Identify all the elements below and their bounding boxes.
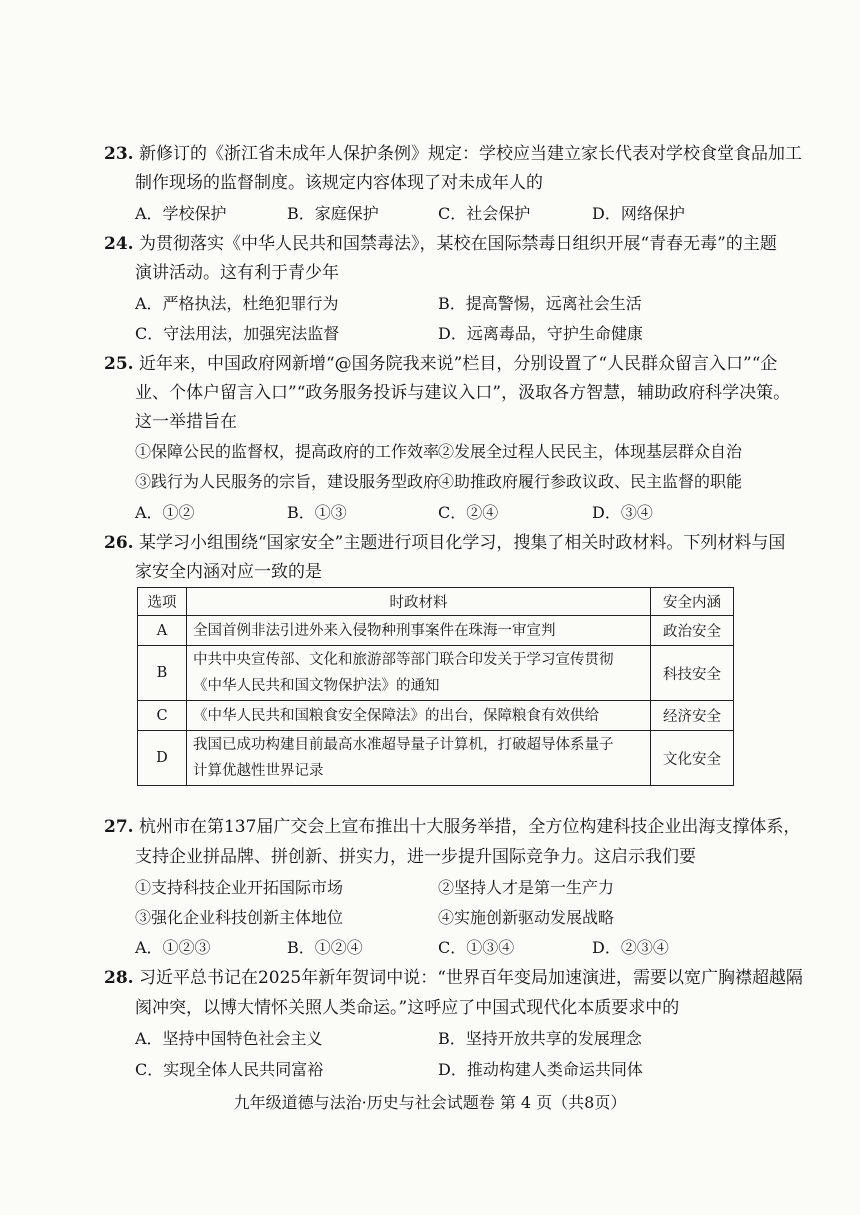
table-row	[138, 701, 734, 731]
option-a: A．严格执法，杜绝犯罪行为	[135, 294, 339, 313]
row-material	[187, 616, 651, 646]
page-footer: 九年级道德与法治·历史与社会试题卷 第 4 页（共8页）	[233, 1093, 627, 1112]
table-header-row	[138, 588, 734, 616]
material-line: 计算优越性世界记录	[193, 763, 324, 779]
option-a: A．坚持中国特色社会主义	[135, 1029, 323, 1048]
option-c: C．守法用法，加强宪法监督	[135, 324, 340, 343]
statement-1: ①保障公民的监督权，提高政府的工作效率	[135, 442, 440, 461]
question-text: 阂冲突，以博大情怀关照人类命运。”这呼应了中国式现代化本质要求中的	[135, 998, 680, 1018]
question-text: 某学习小组围绕“国家安全”主题进行项目化学习，搜集了相关时政材料。下列材料与国	[138, 533, 786, 553]
material-line: 《中华人民共和国粮食安全保障法》的出台，保障粮食有效供给	[193, 707, 599, 724]
option-c: C．①③④	[438, 938, 515, 957]
material-line: 中共中央宣传部、文化和旅游部等部门联合印发关于学习宣传贯彻	[193, 652, 614, 668]
option-a: A．①②③	[135, 938, 211, 957]
question-number: 27.	[104, 817, 134, 837]
statement-3: ③践行为人民服务的宗旨，建设服务型政府	[135, 472, 440, 491]
option-a: A．①②	[135, 503, 195, 522]
option-d: D．推动构建人类命运共同体	[438, 1060, 643, 1079]
row-option: D	[138, 731, 187, 786]
option-c: C．实现全体人民共同富裕	[135, 1060, 324, 1079]
material-table	[137, 587, 734, 786]
table-row	[138, 731, 734, 786]
row-security-type: 经济安全	[651, 701, 734, 731]
row-material	[187, 731, 651, 786]
statement-3: ③强化企业科技创新主体地位	[135, 908, 344, 927]
question-text: 家安全内涵对应一致的是	[135, 562, 322, 582]
option-b: B．①②④	[287, 938, 363, 957]
option-a: A．学校保护	[135, 204, 227, 223]
row-option: C	[138, 701, 187, 731]
option-d: D．②③④	[592, 938, 669, 957]
option-b: B．坚持开放共享的发展理念	[438, 1029, 642, 1048]
question-text: 习近平总书记在2025年新年贺词中说：“世界百年变局加速演进，需要以宽广胸襟超越隔	[138, 968, 803, 988]
option-b: B．提高警惕，远离社会生活	[438, 294, 642, 313]
question-text: 演讲活动。这有利于青少年	[135, 263, 339, 283]
question-number: 25.	[104, 354, 134, 374]
question-text: 杭州市在第137届广交会上宣布推出十大服务举措，全方位构建科技企业出海支撑体系，	[138, 817, 801, 837]
option-d: D．③④	[592, 503, 653, 522]
question-text: 新修订的《浙江省未成年人保护条例》规定：学校应当建立家长代表对学校食堂食品加工	[138, 144, 802, 164]
statement-2: ②坚持人才是第一生产力	[438, 878, 615, 897]
statement-4: ④实施创新驱动发展战略	[438, 908, 615, 927]
option-b: B．①③	[287, 503, 347, 522]
material-line: 《中华人民共和国文物保护法》的通知	[193, 678, 440, 694]
header-security-type: 安全内涵	[651, 588, 734, 616]
statement-2: ②发展全过程人民民主，体现基层群众自治	[438, 442, 743, 461]
header-option: 选项	[138, 588, 187, 616]
question-text: 这一举措旨在	[135, 412, 237, 432]
table-row	[138, 616, 734, 646]
question-text: 制作现场的监督制度。该规定内容体现了对未成年人的	[135, 173, 543, 193]
material-line: 全国首例非法引进外来入侵物种刑事案件在珠海一审宣判	[193, 622, 556, 639]
table-row	[138, 646, 734, 701]
option-c: C．②④	[438, 503, 499, 522]
question-number: 24.	[104, 234, 134, 254]
row-security-type: 文化安全	[651, 731, 734, 786]
material-line: 我国已成功构建目前最高水准超导量子计算机，打破超导体系量子	[193, 737, 614, 753]
row-security-type: 政治安全	[651, 616, 734, 646]
statement-1: ①支持科技企业开拓国际市场	[135, 878, 344, 897]
question-number: 28.	[104, 968, 134, 988]
question-text: 业、个体户留言入口”“政务服务投诉与建议入口”，汲取各方智慧，辅助政府科学决策。	[135, 383, 791, 403]
option-b: B．家庭保护	[287, 204, 379, 223]
question-number: 23.	[104, 144, 134, 164]
question-text: 支持企业拼品牌、拼创新、拼实力，进一步提升国际竞争力。这启示我们要	[135, 847, 696, 867]
header-material: 时政材料	[187, 588, 651, 616]
option-d: D．远离毒品，守护生命健康	[438, 324, 643, 343]
option-c: C．社会保护	[438, 204, 531, 223]
question-text: 近年来，中国政府网新增“@国务院我来说”栏目，分别设置了“人民群众留言入口”“企	[138, 354, 778, 374]
row-security-type: 科技安全	[651, 646, 734, 701]
question-text: 为贯彻落实《中华人民共和国禁毒法》，某校在国际禁毒日组织开展“青春无毒”的主题	[138, 234, 777, 254]
option-d: D．网络保护	[592, 204, 685, 223]
row-material	[187, 646, 651, 701]
statement-4: ④助推政府履行参政议政、民主监督的职能	[438, 472, 743, 491]
row-option: A	[138, 616, 187, 646]
question-number: 26.	[104, 533, 134, 553]
row-option: B	[138, 646, 187, 701]
row-material	[187, 701, 651, 731]
